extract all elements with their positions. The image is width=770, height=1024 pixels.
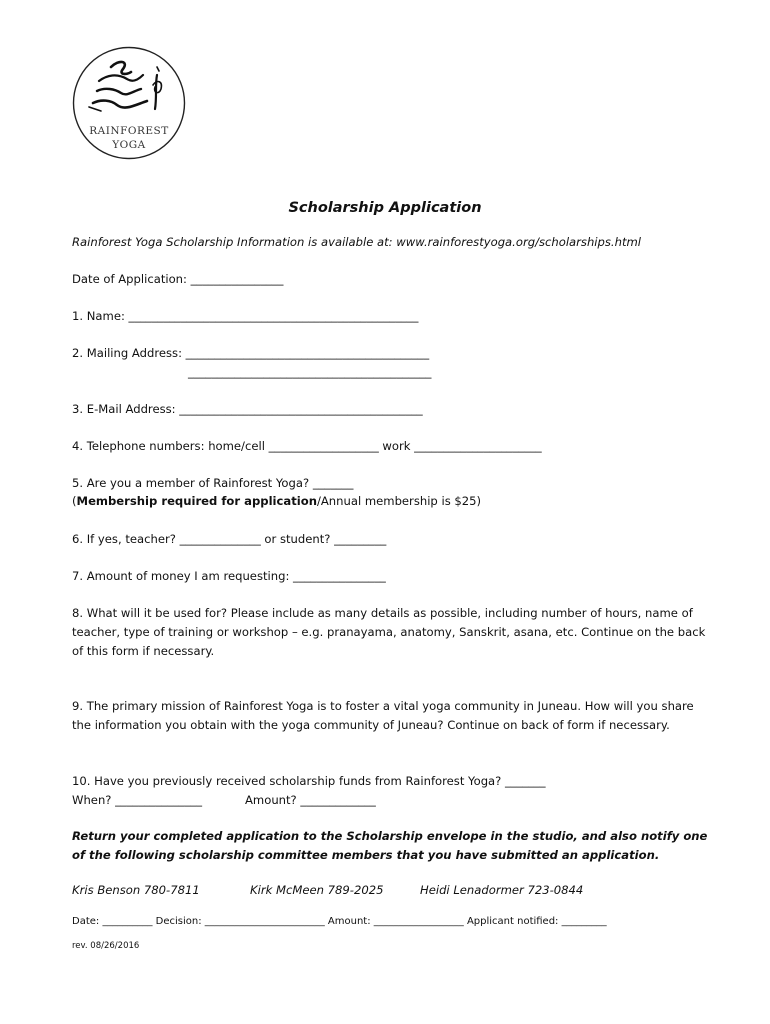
previous-funds-amount-field[interactable]: Amount? _____________ <box>245 793 376 807</box>
info-line: Rainforest Yoga Scholarship Information is available at: www.rainforestyoga.org/scholarships.html <box>72 235 642 249</box>
committee-member: Heidi Lenadormer 723-0844 <box>420 883 584 897</box>
membership-note: (Membership required for application/Annual membership is $25) <box>72 494 482 508</box>
mission-question-line1: 9. The primary mission of Rainforest Yoga is to foster a vital yoga community in Juneau. How will you share <box>72 699 694 713</box>
usage-question-line3: of this form if necessary. <box>72 644 215 658</box>
logo-text-line1: RAINFOREST <box>89 125 169 137</box>
amount-requested-field[interactable]: 7. Amount of money I am requesting: ________________ <box>72 569 386 583</box>
usage-question-line1: 8. What will it be used for? Please include as many details as possible, including number of hours, name of <box>72 606 693 620</box>
mission-question-line2: the information you obtain with the yoga community of Juneau? Continue on back of form if necessary. <box>72 718 670 732</box>
teacher-student-field[interactable]: 6. If yes, teacher? ______________ or student? _________ <box>72 532 387 546</box>
form-title: Scholarship Application <box>288 200 482 216</box>
membership-question[interactable]: 5. Are you a member of Rainforest Yoga? _______ <box>72 476 354 490</box>
mailing-address-field-line2[interactable]: __________________________________________ <box>188 365 432 379</box>
committee-member: Kris Benson 780-7811 <box>72 883 200 897</box>
rainforest-yoga-logo <box>71 45 187 161</box>
previous-funds-question[interactable]: 10. Have you previously received scholarship funds from Rainforest Yoga? _______ <box>72 774 546 788</box>
office-use-line: Date: __________ Decision: ________________________ Amount: __________________ Applicant notified: _________ <box>72 916 607 927</box>
committee-member: Kirk McMeen 789-2025 <box>250 883 384 897</box>
mailing-address-field[interactable]: 2. Mailing Address: __________________________________________ <box>72 346 430 360</box>
telephone-field[interactable]: 4. Telephone numbers: home/cell ___________________ work ______________________ <box>72 439 542 453</box>
name-field[interactable]: 1. Name: __________________________________________________ <box>72 309 419 323</box>
membership-note-bold: Membership required for application <box>76 494 317 508</box>
return-instructions-line1: Return your completed application to the Scholarship envelope in the studio, and also notify one <box>72 829 708 843</box>
logo-text-line2: YOGA <box>112 139 146 151</box>
return-instructions-line2: of the following scholarship committee members that you have submitted an application. <box>72 848 660 862</box>
previous-funds-when-field[interactable]: When? _______________ <box>72 793 203 807</box>
date-of-application-field[interactable]: Date of Application: ________________ <box>72 272 284 286</box>
usage-question-line2: teacher, type of training or workshop – e.g. pranayama, anatomy, Sanskrit, asana, etc. Continue on the back <box>72 625 706 639</box>
revision-date: rev. 08/26/2016 <box>72 941 140 951</box>
email-field[interactable]: 3. E-Mail Address: __________________________________________ <box>72 402 423 416</box>
